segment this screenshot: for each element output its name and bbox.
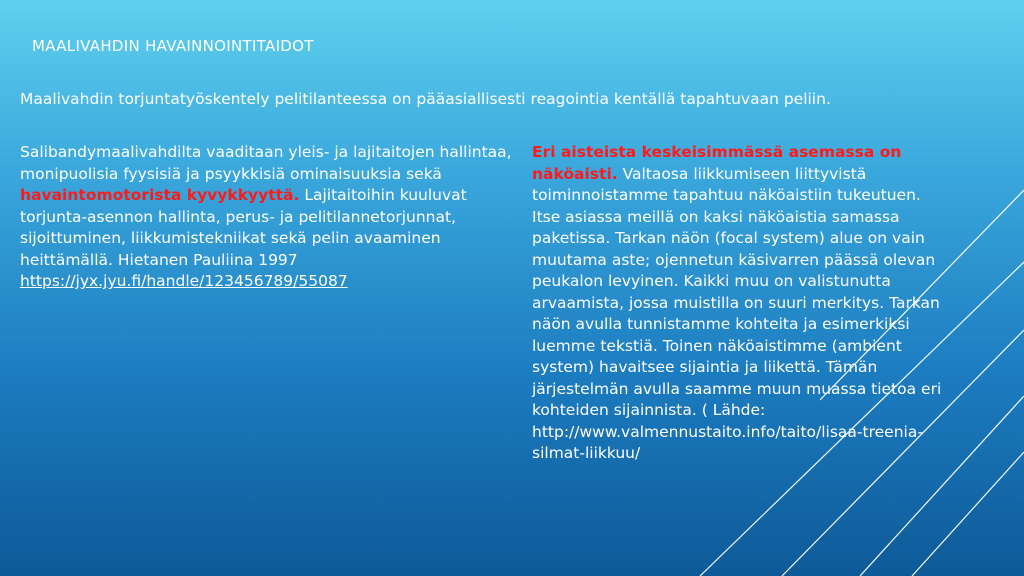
- right-highlight: Eri aisteista keskeisimmässä asemassa on näköaisti.: [532, 143, 902, 183]
- left-paragraph: [20, 142, 520, 271]
- left-column: [20, 142, 520, 293]
- intro-text: Maalivahdin torjuntatyöskentely pelitilanteessa on pääasiallisesti reagointia kentällä tapahtuvaan peliin.: [20, 90, 831, 108]
- left-highlight: havaintomotorista kyvykkyyttä.: [20, 186, 300, 204]
- right-column: [532, 142, 952, 465]
- source-link[interactable]: https://jyx.jyu.fi/handle/123456789/55087: [20, 272, 348, 290]
- right-paragraph: [532, 142, 952, 465]
- slide-title: MAALIVAHDIN HAVAINNOINTITAIDOT: [32, 37, 314, 55]
- right-text: Valtaosa liikkumiseen liittyvistä toiminnoistamme tapahtuu näköaistiin tukeutuen. Itse asiassa meillä on kaksi näköaistia samassa paketissa. Tarkan näön (focal system) alue on vain muutama aste; ojennetun käsivarren päässä olevan peukalon levyinen. Kaikki muu on valistunutta arvaamista, jossa muistilla on suuri merkitys. Tarkan näön avulla tunnistamme kohteita ja esimerkiksi luemme tekstiä. Toinen näköaistimme (ambient system) havaitsee sijaintia ja liikettä. Tämän järjestelmän avulla saamme muun muassa tietoa eri kohteiden sijainnista. ( Lähde: http://www.valmennustaito.info/taito/lisaa-treenia-silmat-liikkuu/: [532, 164, 942, 462]
- left-text-1: Salibandymaalivahdilta vaaditaan yleis- ja lajitaitojen hallintaa, monipuolisia fyysisiä ja psyykkisiä ominaisuuksia sekä: [20, 143, 512, 183]
- left-text-2: Lajitaitoihin kuuluvat torjunta-asennon hallinta, perus- ja pelitilannetorjunnat, sijoittuminen, liikkumistekniikat sekä pelin avaaminen heittämällä. Hietanen Pauliina 1997: [20, 186, 467, 269]
